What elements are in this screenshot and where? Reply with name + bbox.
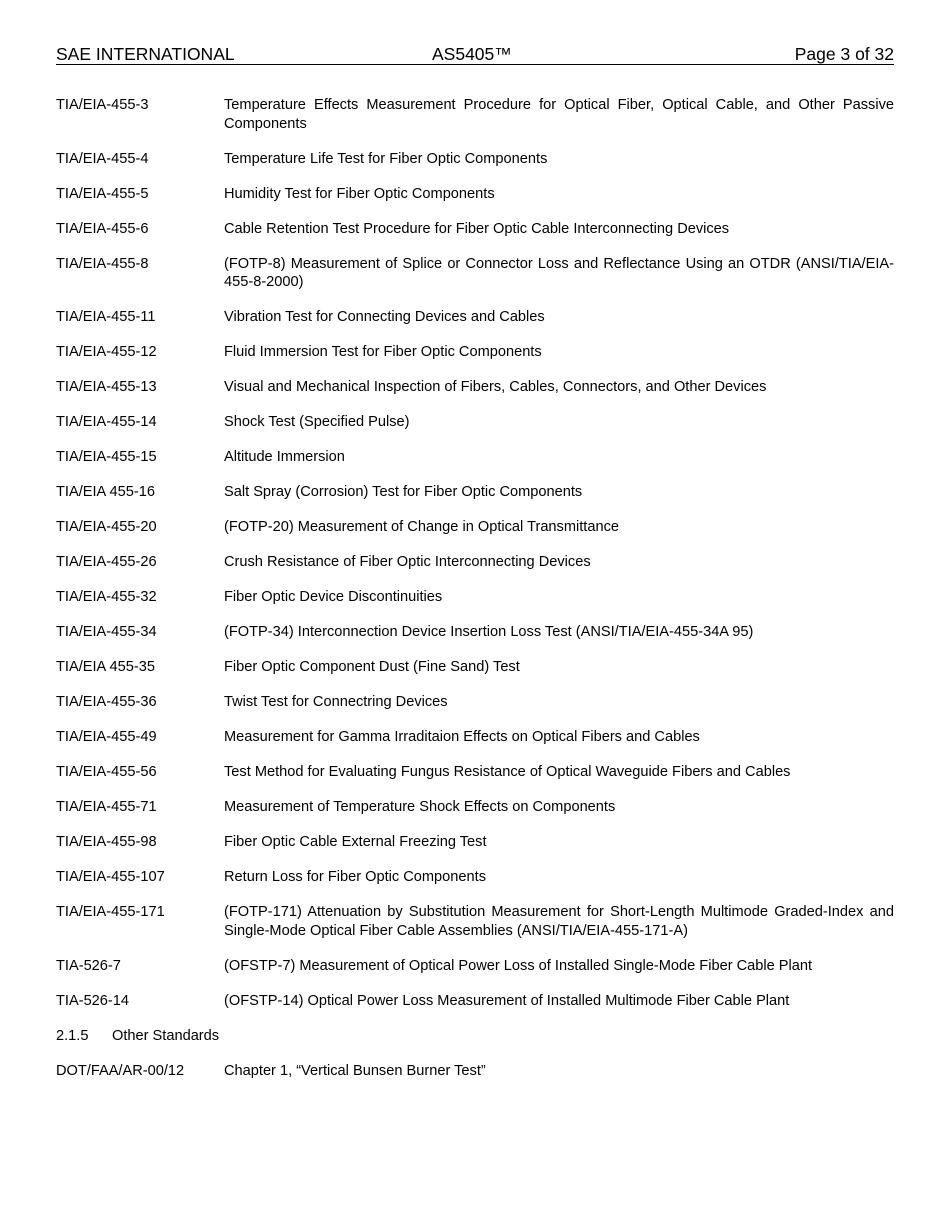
reference-title: Crush Resistance of Fiber Optic Interconnecting Devices [224, 554, 591, 570]
reference-row [56, 798, 894, 817]
reference-row [56, 308, 894, 327]
reference-code: TIA/EIA-455-6 [56, 220, 149, 237]
reference-title: (FOTP-34) Interconnection Device Insertion Loss Test (ANSI/TIA/EIA-455-34A 95) [224, 624, 754, 640]
reference-row [56, 150, 894, 169]
section-number: 2.1.5 [56, 1027, 89, 1044]
reference-row [56, 553, 894, 572]
reference-code: TIA/EIA-455-20 [56, 519, 157, 535]
reference-code: TIA/EIA-455-32 [56, 589, 157, 605]
reference-row [56, 220, 894, 239]
reference-code: DOT/FAA/AR-00/12 [56, 1062, 185, 1079]
reference-title: Measurement of Temperature Shock Effects on Components [224, 799, 616, 815]
reference-row [56, 623, 894, 642]
reference-row [56, 518, 894, 537]
reference-code: TIA/EIA-455-56 [56, 764, 157, 780]
reference-title: Chapter 1, “Vertical Bunsen Burner Test” [224, 1062, 486, 1079]
reference-title: Fiber Optic Cable External Freezing Test [224, 834, 487, 850]
header-page-number: Page 3 of 32 [794, 44, 894, 64]
reference-row [56, 903, 894, 940]
reference-code: TIA/EIA-455-3 [56, 97, 149, 113]
reference-row [56, 992, 894, 1011]
reference-code: TIA/EIA-455-15 [56, 449, 157, 465]
reference-title: (OFSTP-7) Measurement of Optical Power Loss of Installed Single-Mode Fiber Cable Plant [224, 957, 813, 974]
reference-title: Fluid Immersion Test for Fiber Optic Components [224, 344, 542, 360]
reference-title: Fiber Optic Component Dust (Fine Sand) Test [224, 659, 520, 675]
reference-code: TIA/EIA-455-49 [56, 729, 157, 745]
reference-title: Measurement for Gamma Irraditaion Effects on Optical Fibers and Cables [224, 729, 700, 745]
reference-row [56, 448, 894, 467]
reference-row [56, 658, 894, 677]
reference-code: TIA/EIA-455-4 [56, 150, 149, 167]
reference-row [56, 378, 894, 397]
reference-row [56, 1062, 894, 1081]
reference-code: TIA/EIA-455-14 [56, 414, 157, 430]
reference-code: TIA/EIA-455-26 [56, 554, 157, 570]
reference-code: TIA-526-14 [56, 992, 130, 1009]
reference-row [56, 868, 894, 887]
reference-title: Twist Test for Connectring Devices [224, 694, 448, 710]
reference-code: TIA/EIA-455-5 [56, 185, 149, 202]
reference-row [56, 728, 894, 747]
reference-code: TIA/EIA-455-11 [56, 309, 156, 325]
reference-row [56, 96, 894, 133]
reference-code: TIA/EIA-455-107 [56, 869, 165, 885]
reference-title: Visual and Mechanical Inspection of Fibers, Cables, Connectors, and Other Devices [224, 379, 767, 395]
reference-code: TIA/EIA-455-171 [56, 904, 165, 920]
reference-row [56, 763, 894, 782]
reference-title: Return Loss for Fiber Optic Components [224, 869, 486, 885]
header-organization: SAE INTERNATIONAL [56, 44, 235, 64]
section-title: Other Standards [112, 1027, 220, 1044]
reference-code: TIA/EIA-455-8 [56, 255, 149, 272]
reference-row [56, 413, 894, 432]
reference-title: Vibration Test for Connecting Devices and Cables [224, 309, 545, 325]
reference-title: (FOTP-8) Measurement of Splice or Connector Loss and Reflectance Using an OTDR (ANSI/TIA/EIA-455-8-2000) [224, 255, 894, 290]
reference-title: Altitude Immersion [224, 449, 345, 465]
reference-row [56, 693, 894, 712]
reference-row [56, 255, 894, 292]
reference-row [56, 833, 894, 852]
section-heading [56, 1027, 894, 1046]
reference-code: TIA/EIA 455-16 [56, 484, 155, 500]
reference-title: (FOTP-20) Measurement of Change in Optical Transmittance [224, 519, 620, 535]
reference-code: TIA/EIA-455-98 [56, 834, 157, 850]
reference-title: (FOTP-171) Attenuation by Substitution Measurement for Short-Length Multimode Graded-Index and Single-Mode Optical Fiber Cable Assemblies (ANSI/TIA/EIA-455-171-A) [224, 904, 894, 939]
reference-code: TIA/EIA-455-36 [56, 694, 157, 710]
reference-row [56, 343, 894, 362]
header-document-id: AS5405™ [432, 44, 512, 64]
reference-row [56, 185, 894, 204]
reference-title: Salt Spray (Corrosion) Test for Fiber Optic Components [224, 484, 583, 500]
reference-code: TIA/EIA-455-34 [56, 624, 157, 640]
page-header [56, 44, 894, 65]
reference-title: Test Method for Evaluating Fungus Resistance of Optical Waveguide Fibers and Cables [224, 764, 791, 780]
reference-list [56, 96, 894, 1097]
reference-title: Temperature Life Test for Fiber Optic Components [224, 150, 548, 167]
reference-row [56, 588, 894, 607]
reference-title: (OFSTP-14) Optical Power Loss Measurement of Installed Multimode Fiber Cable Plant [224, 992, 790, 1009]
reference-row [56, 957, 894, 976]
reference-row [56, 483, 894, 502]
reference-code: TIA/EIA-455-12 [56, 344, 157, 360]
reference-title: Cable Retention Test Procedure for Fiber Optic Cable Interconnecting Devices [224, 220, 730, 237]
reference-code: TIA-526-7 [56, 957, 121, 974]
reference-code: TIA/EIA-455-13 [56, 379, 157, 395]
reference-code: TIA/EIA 455-35 [56, 659, 155, 675]
reference-title: Temperature Effects Measurement Procedure for Optical Fiber, Optical Cable, and Other Passive Components [224, 97, 894, 132]
reference-code: TIA/EIA-455-71 [56, 799, 157, 815]
reference-title: Humidity Test for Fiber Optic Components [224, 185, 495, 202]
reference-title: Fiber Optic Device Discontinuities [224, 589, 443, 605]
reference-title: Shock Test (Specified Pulse) [224, 414, 410, 430]
